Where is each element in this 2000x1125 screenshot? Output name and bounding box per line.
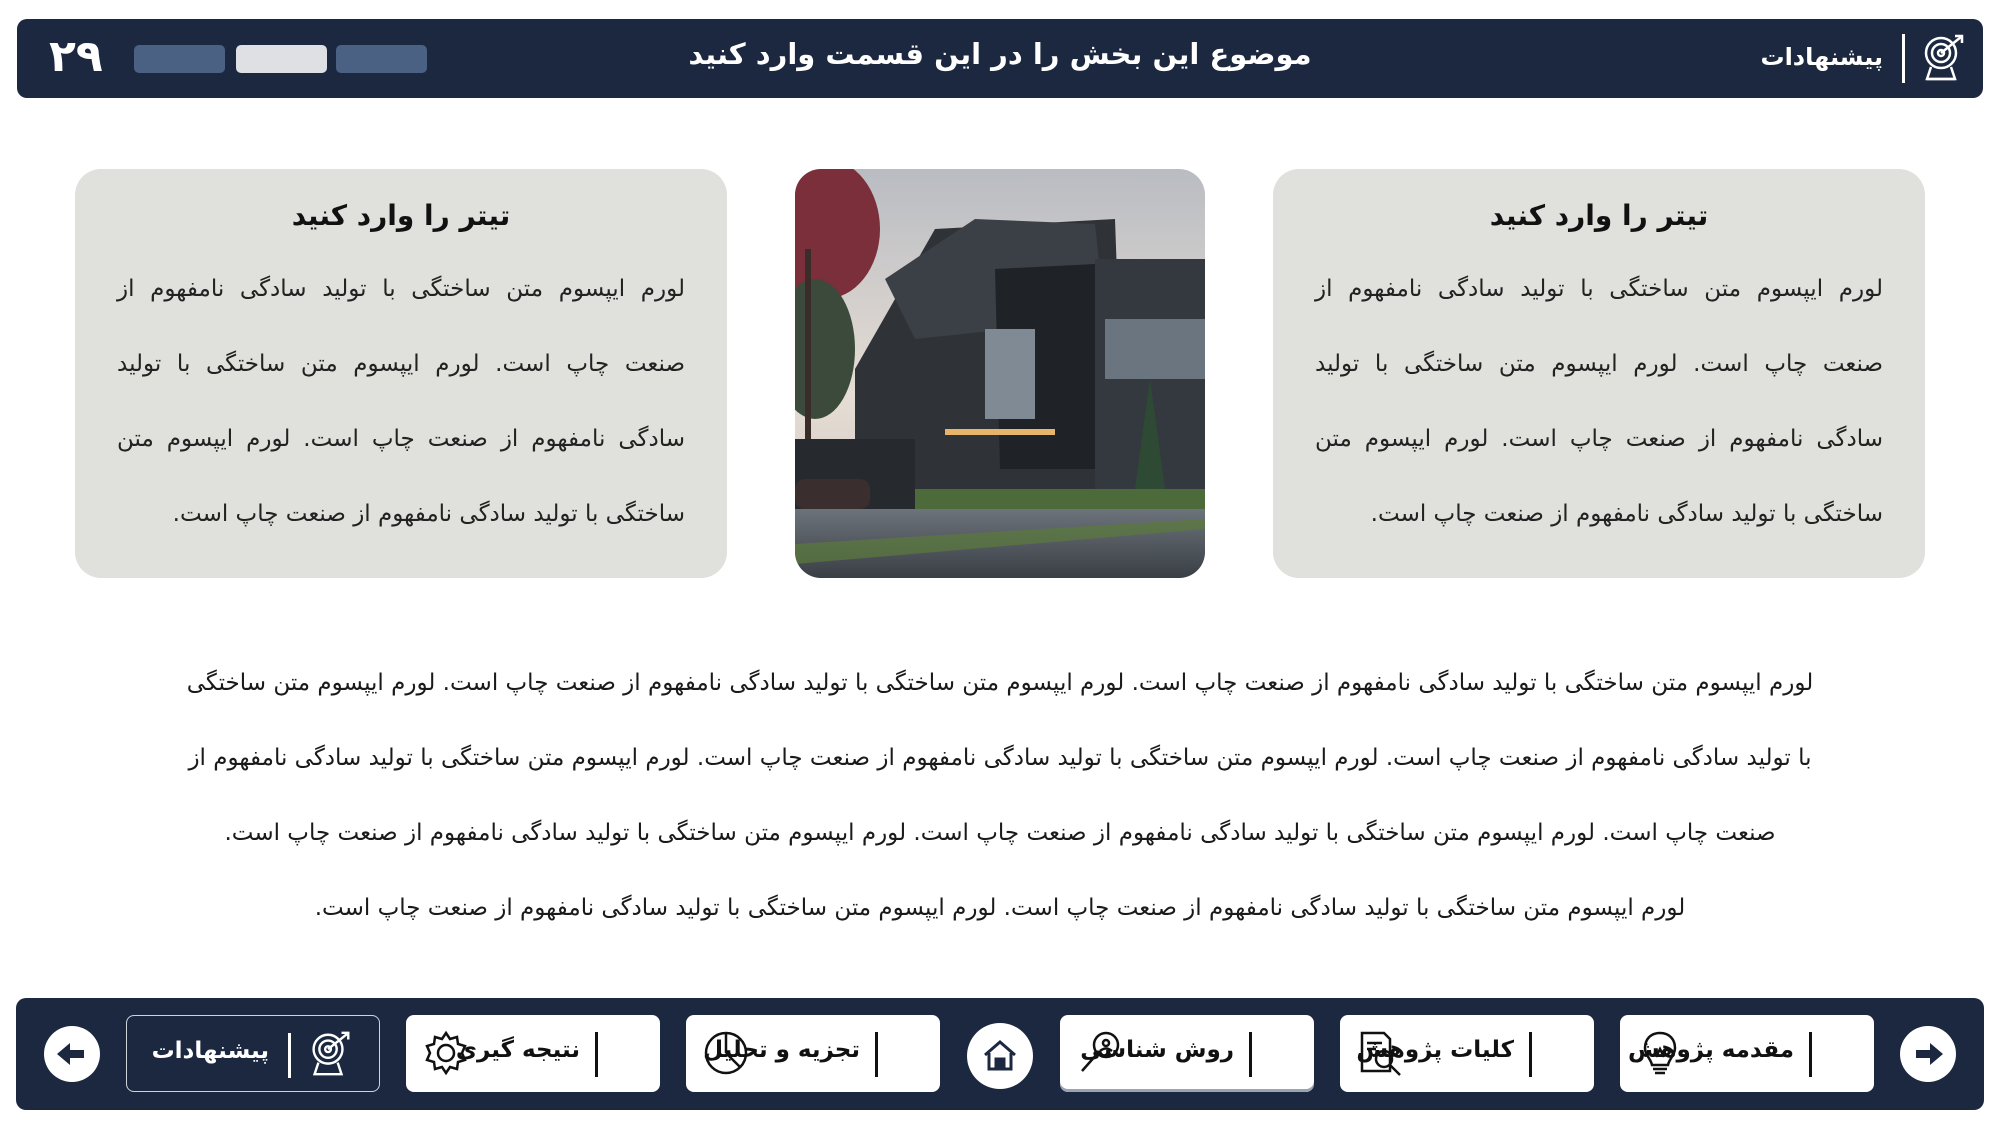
nav-divider [1249,1032,1252,1077]
building-photo [795,169,1205,578]
body-line: لورم ایپسوم متن ساختگی با تولید سادگی نامفهوم از صنعت چاپ است. لورم ایپسوم متن ساختگی با تولید سادگی نامفهوم از صنعت چاپ است. [314,895,1686,921]
page-number: ۲۹ [49,31,103,82]
magnifier-icon [1074,1027,1126,1079]
nav-overview[interactable] [1340,1015,1594,1092]
arrow-right-icon [1900,1026,1956,1082]
nav-label: پیشنهادات [151,1038,269,1064]
card-text: لورم ایپسوم متن ساختگی با تولید سادگی نامفهوم از صنعت چاپ است. لورم ایپسوم متن ساختگی با تولید سادگی نامفهوم از صنعت چاپ است. لورم ایپسوم متن ساختگی با تولید سادگی نامفهوم از صنعت چاپ است. [117,276,685,527]
body-line: لورم ایپسوم متن ساختگی با تولید سادگی نامفهوم از صنعت چاپ است. لورم ایپسوم متن ساختگی با تولید سادگی نامفهوم از صنعت چاپ است. لورم ایپسوم متن ساختگی [186,670,1814,696]
text-card-right [1273,169,1925,578]
lightbulb-icon [1634,1027,1686,1079]
gear-icon [420,1027,472,1079]
header-bar [17,19,1983,98]
section-label: پیشنهادات [1760,43,1883,71]
document-search-icon [1354,1027,1406,1079]
nav-intro[interactable] [1620,1015,1874,1092]
nav-label: تجزیه و تحلیل [703,1037,860,1063]
nav-divider [1529,1032,1532,1077]
nav-analysis[interactable] [686,1015,940,1092]
page-title: موضوع این بخش را در این قسمت وارد کنید [688,37,1312,71]
next-button[interactable] [1900,1026,1956,1082]
nav-methodology[interactable] [1060,1015,1314,1092]
target-icon [1915,31,1969,85]
card-title: تیتر را وارد کنید [291,199,511,232]
nav-suggestions[interactable] [126,1015,380,1092]
prev-button[interactable] [44,1026,100,1082]
nav-divider [875,1032,878,1077]
progress-pill-2-active [236,45,327,73]
body-paragraph [150,646,1850,946]
nav-divider [1809,1032,1812,1077]
body-line: صنعت چاپ است. لورم ایپسوم متن ساختگی با تولید سادگی نامفهوم از صنعت چاپ است. لورم ایپسوم متن ساختگی با تولید سادگی نامفهوم از صنعت چاپ است. [224,820,1776,846]
arrow-left-icon [44,1026,100,1082]
nav-label: نتیجه گیری [455,1037,580,1063]
nav-divider [595,1032,598,1077]
home-button[interactable] [967,1023,1033,1089]
nav-divider [288,1033,291,1078]
bottom-nav [16,998,1984,1110]
nav-label: مقدمه پژوهش [1628,1037,1794,1063]
progress-pill-1 [134,45,225,73]
text-card-left [75,169,727,578]
progress-pill-3 [336,45,427,73]
nav-label: روش شناسی [1080,1037,1234,1063]
card-title: تیتر را وارد کنید [1489,199,1709,232]
card-text: لورم ایپسوم متن ساختگی با تولید سادگی نامفهوم از صنعت چاپ است. لورم ایپسوم متن ساختگی با تولید سادگی نامفهوم از صنعت چاپ است. لورم ایپسوم متن ساختگی با تولید سادگی نامفهوم از صنعت چاپ است. [1315,276,1883,527]
header-divider [1902,34,1905,83]
home-icon [967,1023,1033,1089]
nav-label: کلیات پژوهش [1356,1037,1514,1063]
pie-chart-icon [700,1027,752,1079]
target-icon [303,1028,355,1080]
nav-conclusion[interactable] [406,1015,660,1092]
body-line: با تولید سادگی نامفهوم از صنعت چاپ است. لورم ایپسوم متن ساختگی با تولید سادگی نامفهوم از صنعت چاپ است. لورم ایپسوم متن ساختگی با تولید سادگی نامفهوم از [188,745,1812,771]
